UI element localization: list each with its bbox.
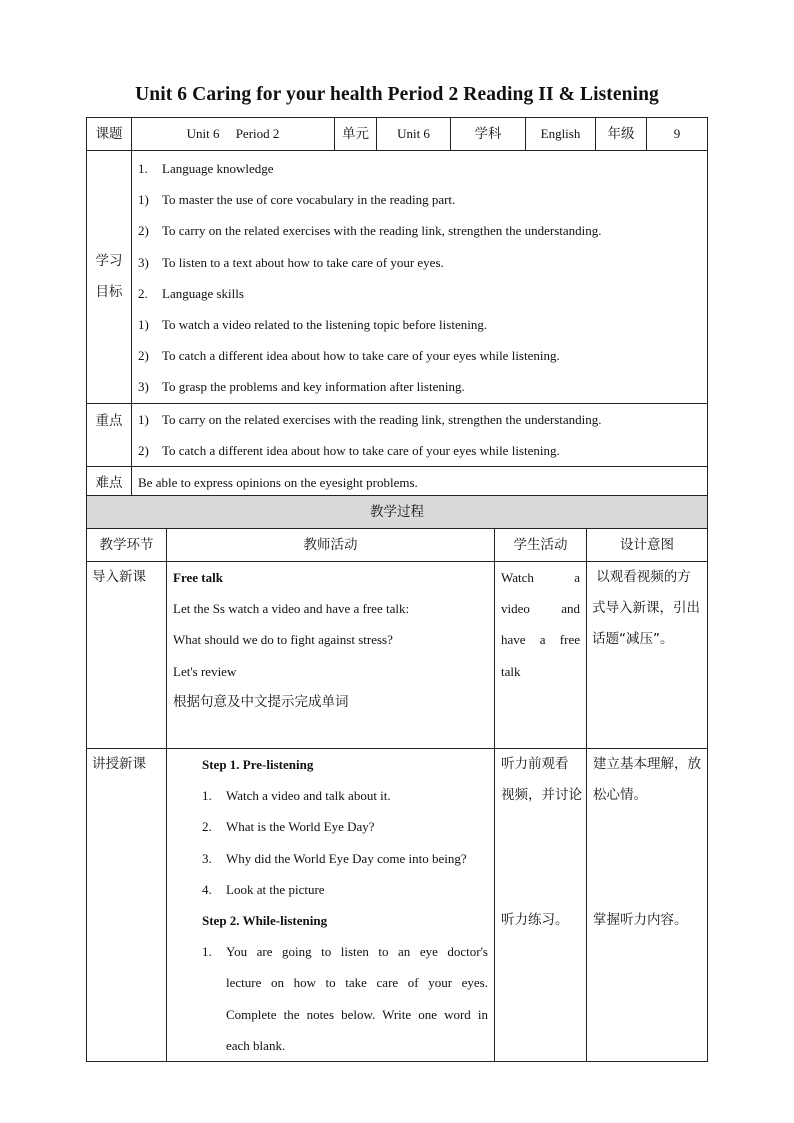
new-student: 听力前观看 视频，并讨论 听力练习。 [495,749,587,1062]
objective-line: 2) To catch a different idea about how to take care of your eyes while listening. [138,348,560,364]
step1-item: 2. What is the World Eye Day? [202,819,375,835]
col-design: 设计意图 [587,529,708,562]
objective-line: 1) To master the use of core vocabulary in the reading part. [138,192,456,208]
objectives-label-1: 学习 [95,252,123,269]
grade-value: 9 [647,118,708,151]
topic-label: 课题 [87,118,132,151]
difficulty-label: 难点 [87,466,132,499]
unit-label: 单元 [335,118,377,151]
objectives-label-2: 目标 [95,283,123,300]
intro-student: Watch a video and have a free talk [495,562,587,749]
key-points-label: 重点 [87,403,132,466]
topic-value: Unit 6 Period 2 [132,118,335,151]
step1-item: 3. Why did the World Eye Day come into being? [202,850,467,866]
stage-intro: 导入新课 [87,562,167,749]
document-title: Unit 6 Caring for your health Period 2 Reading II & Listening [135,84,659,105]
objective-line: 3) To listen to a text about how to take care of your eyes. [138,254,444,270]
step2-item: 1. You are going to listen to an eye doctor's lecture on how to take care of your eyes. Complete the notes below. Write one word in each blank. [202,944,488,1053]
free-talk-heading: Free talk [173,570,223,585]
step1-heading: Step 1. Pre-listening [202,757,314,772]
process-table [86,495,708,1062]
objectives-content [132,151,708,404]
intro-line: 根据句意及中文提示完成单词 [173,693,349,710]
subject-value: English [526,118,596,151]
new-teacher [167,749,495,1062]
col-student: 学生活动 [495,529,587,562]
objective-line: 2. Language skills [138,285,244,301]
key-point-line: 1) To carry on the related exercises with the reading link, strengthen the understanding. [138,411,602,427]
step1-item: 4. Look at the picture [202,881,325,897]
col-stage: 教学环节 [87,529,167,562]
difficulty-text: Be able to express opinions on the eyesight problems. [132,466,708,499]
objective-line: 2) To carry on the related exercises with the reading link, strengthen the understanding. [138,223,602,239]
stage-new: 讲授新课 [87,749,167,1062]
step2-heading: Step 2. While-listening [202,912,328,928]
intro-line: What should we do to fight against stress? [173,632,393,648]
process-heading: 教学过程 [87,496,708,529]
plan-table [86,117,708,500]
key-point-line: 2) To catch a different idea about how to take care of your eyes while listening. [138,442,560,458]
objective-line: 1. Language knowledge [138,161,274,176]
key-points-content [132,403,708,466]
intro-line: Let's review [173,663,237,679]
unit-value: Unit 6 [377,118,451,151]
new-design: 建立基本理解，放 松心情。 掌握听力内容。 [587,749,708,1062]
grade-label: 年级 [596,118,647,151]
subject-label: 学科 [451,118,526,151]
intro-line: Let the Ss watch a video and have a free talk: [173,601,410,617]
objective-line: 3) To grasp the problems and key information after listening. [138,379,465,395]
objective-line: 1) To watch a video related to the listening topic before listening. [138,316,488,332]
intro-teacher [167,562,495,749]
col-teacher: 教师活动 [167,529,495,562]
intro-design: 以观看视频的方 式导入新课，引出 话题“减压”。 [587,562,708,749]
step1-item: 1. Watch a video and talk about it. [202,788,391,804]
objectives-label [87,151,132,404]
